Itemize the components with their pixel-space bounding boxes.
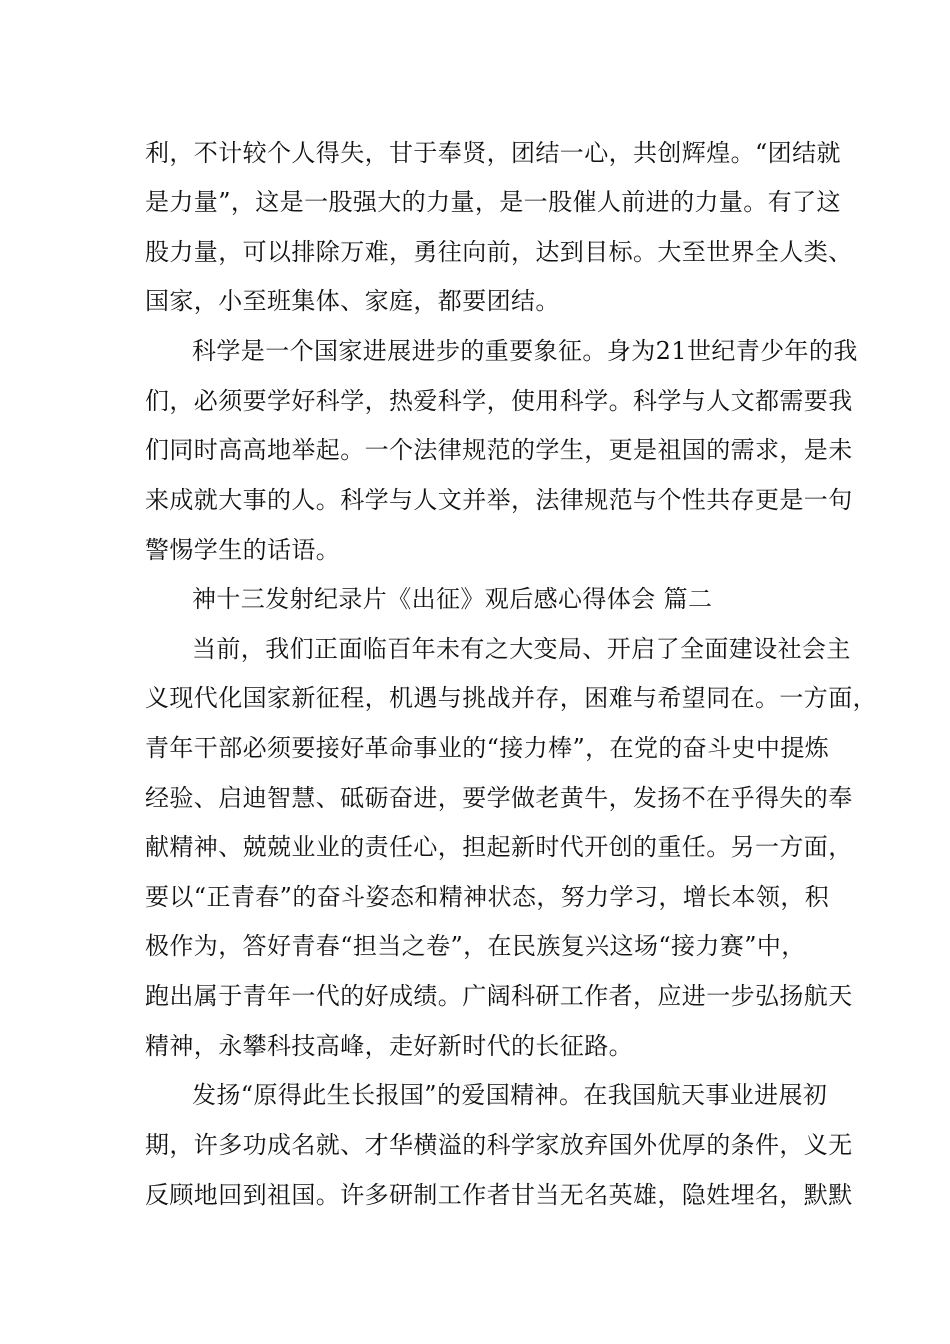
text-line: 要以“正青春”的奋斗姿态和精神状态，努力学习，增长本领，积 xyxy=(145,883,830,911)
text-line: 警惕学生的话语。 xyxy=(145,536,341,564)
paragraph-start-line: 当前，我们正面临百年未有之大变局、开启了全面建设社会主 xyxy=(192,635,851,663)
text-line: 经验、启迪智慧、砥砺奋进，要学做老黄牛，发扬不在乎得失的奉 xyxy=(145,784,853,812)
text-line: 期，许多功成名就、才华横溢的科学家放弃国外优厚的条件，义无 xyxy=(145,1131,853,1159)
text-line: 股力量，可以排除万难，勇往向前，达到目标。大至世界全人类、 xyxy=(145,238,853,266)
text-line: 献精神、兢兢业业的责任心，担起新时代开创的重任。另一方面， xyxy=(145,833,853,861)
text-line: 们同时高高地举起。一个法律规范的学生，更是祖国的需求，是未 xyxy=(145,436,853,464)
text-line: 反顾地回到祖国。许多研制工作者甘当无名英雄，隐姓埋名，默默 xyxy=(145,1181,853,1209)
text-line: 来成就大事的人。科学与人文并举，法律规范与个性共存更是一句 xyxy=(145,486,853,514)
text-line: 青年干部必须要接好革命事业的“接力棒”，在党的奋斗史中提炼 xyxy=(145,734,830,762)
text-line: 跑出属于青年一代的好成绩。广阔科研工作者，应进一步弘扬航天 xyxy=(145,982,853,1010)
text-line: 极作为，答好青春“担当之卷”，在民族复兴这场“接力赛”中， xyxy=(145,932,806,960)
section-heading: 神十三发射纪录片《出征》观后感心得体会 篇二 xyxy=(192,585,713,613)
text-line: 是力量”，这是一股强大的力量，是一股催人前进的力量。有了这 xyxy=(145,188,841,216)
text-line: 们，必须要学好科学，热爱科学，使用科学。科学与人文都需要我 xyxy=(145,387,853,415)
text-line: 精神，永攀科技高峰，走好新时代的长征路。 xyxy=(145,1032,633,1060)
text-line: 利，不计较个人得失，甘于奉贤，团结一心，共创辉煌。“团结就 xyxy=(145,139,841,167)
paragraph-start-line: 科学是一个国家进展进步的重要象征。身为21世纪青少年的我 xyxy=(192,337,858,365)
paragraph-start-line: 发扬“原得此生长报国”的爱国精神。在我国航天事业进展初 xyxy=(192,1081,828,1109)
text-line: 义现代化国家新征程，机遇与挑战并存，困难与希望同在。一方面， xyxy=(145,684,877,712)
text-line: 国家，小至班集体、家庭，都要团结。 xyxy=(145,287,560,315)
